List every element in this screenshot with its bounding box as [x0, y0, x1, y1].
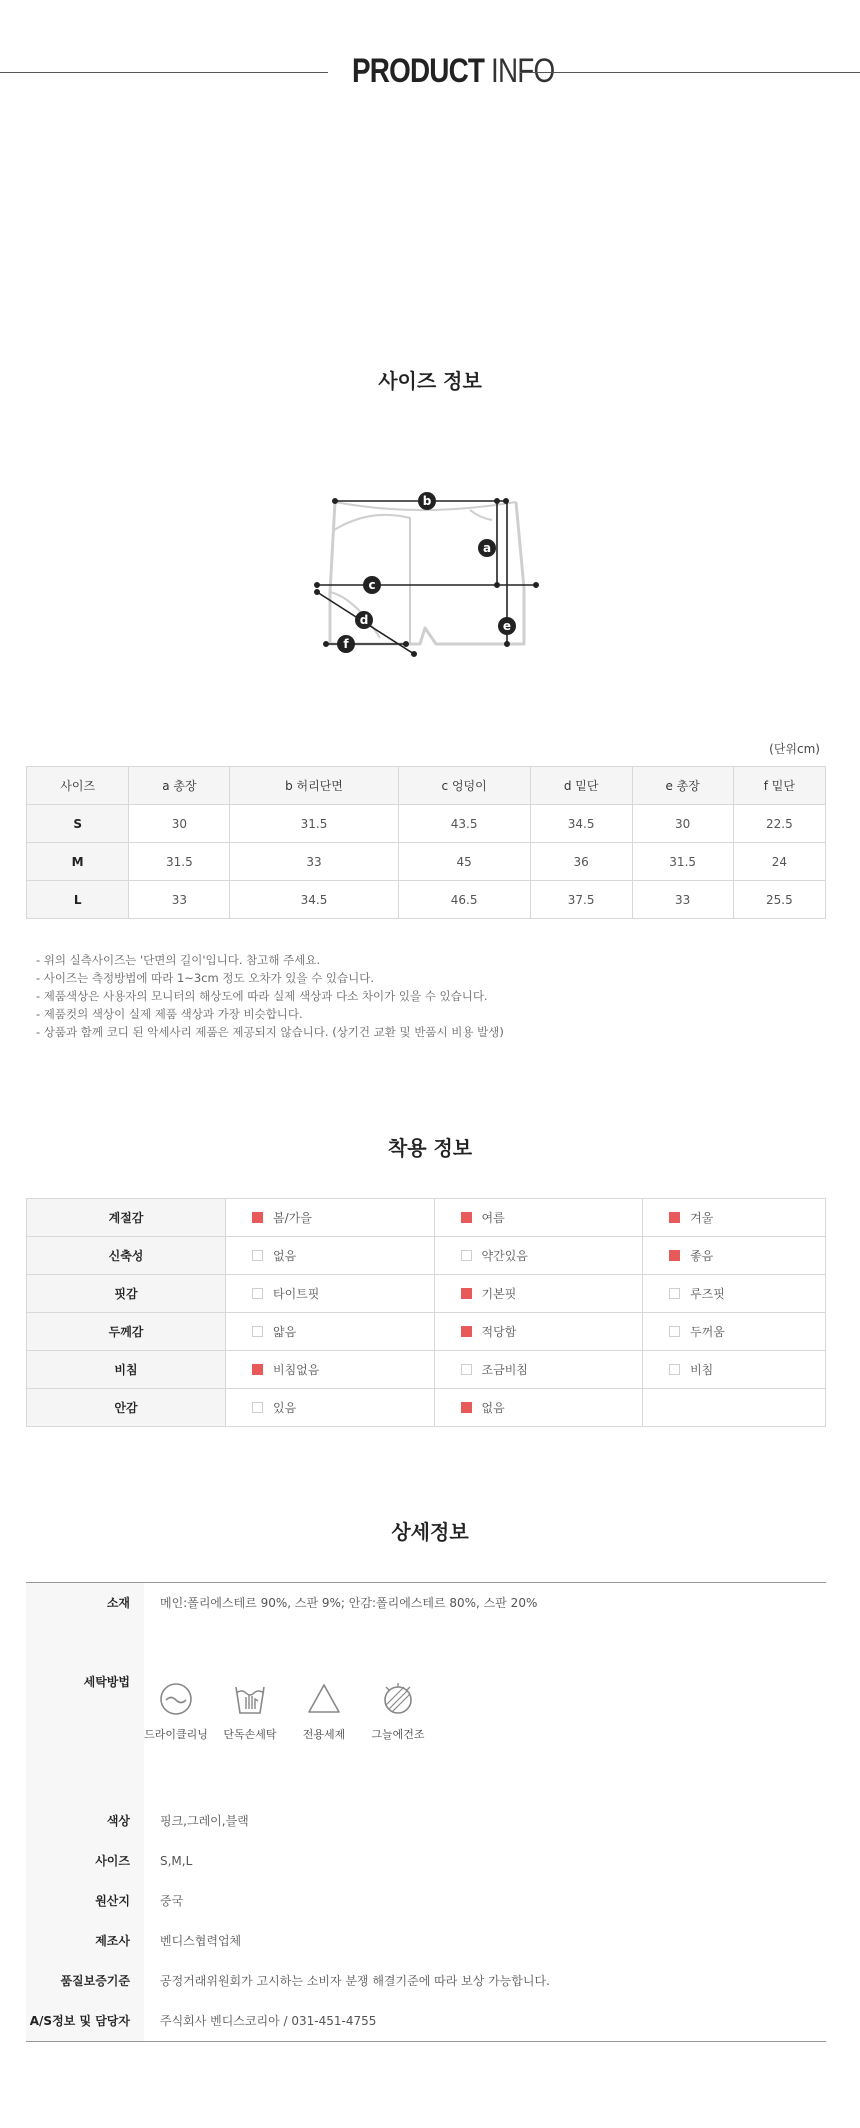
- detail-row-origin: [26, 1881, 826, 1921]
- size-diagram: [310, 488, 550, 658]
- fit-table: [26, 1198, 826, 1427]
- table-row: [27, 881, 826, 919]
- unit-label: (단위cm): [769, 742, 820, 756]
- fit-option: [434, 1199, 643, 1237]
- table-cell: 36: [530, 843, 632, 881]
- checked-box-icon: [461, 1402, 472, 1413]
- detail-label: 세탁방법: [26, 1623, 144, 1801]
- detail-value: 주식회사 벤디스코리아 / 031-451-4755: [160, 2014, 377, 2028]
- table-cell: 37.5: [530, 881, 632, 919]
- fit-option: [226, 1351, 435, 1389]
- table-cell: 43.5: [398, 805, 530, 843]
- fit-option: [226, 1237, 435, 1275]
- note-line: - 위의 실측사이즈는 '단면의 길이'입니다. 참고해 주세요.: [36, 953, 321, 967]
- checked-box-icon: [461, 1326, 472, 1337]
- checked-box-icon: [252, 1212, 263, 1223]
- fit-option-label: 적당함: [481, 1325, 517, 1339]
- detail-label: 색상: [26, 1801, 144, 1841]
- fit-option: [643, 1313, 826, 1351]
- detail-label: A/S정보 및 담당자: [26, 2001, 144, 2041]
- note-line: - 제품컷의 색상이 실제 제품 색상과 가장 비슷합니다.: [36, 1007, 303, 1021]
- detail-row-warranty: [26, 1961, 826, 2001]
- fit-row-label: 핏감: [27, 1275, 226, 1313]
- column-header: d 밑단: [530, 767, 632, 805]
- fit-option: [643, 1199, 826, 1237]
- detail-row-color: [26, 1801, 826, 1841]
- wash-item: [136, 1681, 216, 1742]
- fit-option-label: 얇음: [273, 1325, 297, 1339]
- fit-option: [434, 1313, 643, 1351]
- fit-option: [434, 1237, 643, 1275]
- checked-box-icon: [461, 1288, 472, 1299]
- unchecked-box-icon: [669, 1364, 680, 1375]
- checked-box-icon: [461, 1212, 472, 1223]
- size-cell: M: [27, 843, 129, 881]
- fit-option: [643, 1237, 826, 1275]
- fit-option: [226, 1389, 435, 1427]
- checked-box-icon: [669, 1250, 680, 1261]
- table-cell: 30: [632, 805, 733, 843]
- diagram-label-c: c: [368, 578, 376, 592]
- fit-option: [226, 1199, 435, 1237]
- diagram-label-e: e: [502, 619, 512, 633]
- fit-option-label: 좋음: [690, 1249, 714, 1263]
- fit-row: [27, 1237, 826, 1275]
- detergent-icon: [306, 1681, 342, 1717]
- wash-caption: 단독손세탁: [223, 1728, 277, 1741]
- table-cell: 33: [632, 881, 733, 919]
- column-header: a 총장: [129, 767, 230, 805]
- fit-option-label: 조금비침: [481, 1363, 528, 1377]
- fit-option: [226, 1275, 435, 1313]
- table-cell: 22.5: [733, 805, 825, 843]
- column-header: c 엉덩이: [398, 767, 530, 805]
- detail-row-wash: [26, 1623, 826, 1801]
- table-cell: 31.5: [632, 843, 733, 881]
- size-notes: [36, 951, 826, 1041]
- detail-value: 공정거래위원회가 고시하는 소비자 분쟁 해결기준에 따라 보상 가능합니다.: [160, 1974, 550, 1988]
- table-cell: 34.5: [230, 881, 398, 919]
- detail-row-material: [26, 1583, 826, 1623]
- fit-option-label: 여름: [481, 1211, 505, 1225]
- fit-option: [434, 1351, 643, 1389]
- column-header: b 허리단면: [230, 767, 398, 805]
- unchecked-box-icon: [252, 1402, 263, 1413]
- fit-row-label: 신축성: [27, 1237, 226, 1275]
- fit-option-label: 있음: [273, 1401, 297, 1415]
- fit-option-label: 타이트핏: [273, 1287, 320, 1301]
- unchecked-box-icon: [252, 1250, 263, 1261]
- fit-option: [643, 1275, 826, 1313]
- fit-row: [27, 1351, 826, 1389]
- note-line: - 제품색상은 사용자의 모니터의 해상도에 따라 실제 색상과 다소 차이가 있을 수 있습니다.: [36, 989, 488, 1003]
- diagram-label-d: d: [359, 613, 369, 627]
- diagram-label-f: f: [343, 637, 349, 651]
- fit-option: [226, 1313, 435, 1351]
- unchecked-box-icon: [252, 1288, 263, 1299]
- fit-option-label: 기본핏: [481, 1287, 517, 1301]
- table-cell: 34.5: [530, 805, 632, 843]
- unchecked-box-icon: [252, 1326, 263, 1337]
- checked-box-icon: [669, 1212, 680, 1223]
- checked-box-icon: [252, 1364, 263, 1375]
- detail-value: 중국: [160, 1894, 184, 1908]
- fit-row: [27, 1313, 826, 1351]
- table-cell: 46.5: [398, 881, 530, 919]
- fit-option: [643, 1351, 826, 1389]
- detail-label: 원산지: [26, 1881, 144, 1921]
- fit-option-label: 봄/가을: [273, 1211, 312, 1225]
- table-cell: 45: [398, 843, 530, 881]
- note-line: - 사이즈는 측정방법에 따라 1~3cm 정도 오차가 있을 수 있습니다.: [36, 971, 375, 985]
- fit-option-label: 없음: [481, 1401, 505, 1415]
- size-table: [26, 766, 826, 919]
- wash-caption: 드라이클리닝: [144, 1728, 208, 1741]
- fit-row-label: 계절감: [27, 1199, 226, 1237]
- fit-row-label: 비침: [27, 1351, 226, 1389]
- fit-option-label: 없음: [273, 1249, 297, 1263]
- table-cell: 33: [230, 843, 398, 881]
- detail-row-size: [26, 1841, 826, 1881]
- fit-row-label: 안감: [27, 1389, 226, 1427]
- fit-option-label: 루즈핏: [690, 1287, 725, 1301]
- detail-table: [26, 1582, 826, 2042]
- table-row: [27, 843, 826, 881]
- diagram-label-a: a: [482, 541, 492, 555]
- table-cell: 30: [129, 805, 230, 843]
- detail-label: 품질보증기준: [26, 1961, 144, 2001]
- detail-value: 메인:폴리에스테르 90%, 스판 9%; 안감:폴리에스테르 80%, 스판 20%: [160, 1596, 538, 1610]
- table-cell: 31.5: [230, 805, 398, 843]
- title-thin: INFO: [491, 52, 555, 90]
- wash-item: [210, 1681, 290, 1742]
- detail-value: 핑크,그레이,블랙: [160, 1814, 249, 1828]
- size-table-header: [27, 767, 826, 805]
- shade-dry-icon: [380, 1681, 416, 1717]
- fit-option: [643, 1389, 826, 1427]
- size-cell: S: [27, 805, 129, 843]
- detail-label: 제조사: [26, 1921, 144, 1961]
- dry-clean-icon: [158, 1681, 194, 1717]
- unchecked-box-icon: [461, 1364, 472, 1375]
- fit-option: [434, 1389, 643, 1427]
- unchecked-box-icon: [669, 1288, 680, 1299]
- table-cell: 24: [733, 843, 825, 881]
- fit-section-title: 착용 정보: [387, 1136, 473, 1160]
- fit-option-label: 약간있음: [481, 1249, 528, 1263]
- detail-row-manufacturer: [26, 1921, 826, 1961]
- detail-label: 사이즈: [26, 1841, 144, 1881]
- title-bold: PRODUCT: [352, 52, 485, 90]
- table-cell: 25.5: [733, 881, 825, 919]
- wash-caption: 전용세제: [302, 1728, 346, 1741]
- table-row: [27, 805, 826, 843]
- fit-row: [27, 1389, 826, 1427]
- header-divider-left: [0, 72, 328, 73]
- column-header: 사이즈: [27, 767, 129, 805]
- column-header: f 밑단: [733, 767, 825, 805]
- unchecked-box-icon: [669, 1326, 680, 1337]
- product-info-header: [0, 52, 860, 96]
- note-line: - 상품과 함께 코디 된 악세사리 제품은 제공되지 않습니다. (상기건 교환 및 반품시 비용 발생): [36, 1025, 504, 1039]
- fit-option-label: 비침: [690, 1363, 714, 1377]
- fit-row-label: 두께감: [27, 1313, 226, 1351]
- fit-option: [434, 1275, 643, 1313]
- detail-section-title: 상세정보: [391, 1520, 469, 1544]
- unchecked-box-icon: [461, 1250, 472, 1261]
- fit-option-label: 겨울: [690, 1211, 714, 1225]
- size-section-title: 사이즈 정보: [378, 369, 482, 393]
- table-cell: 31.5: [129, 843, 230, 881]
- wash-item: [284, 1681, 364, 1742]
- fit-option-label: 두꺼움: [690, 1325, 725, 1339]
- diagram-label-b: b: [422, 494, 432, 508]
- size-cell: L: [27, 881, 129, 919]
- column-header: e 총장: [632, 767, 733, 805]
- table-cell: 33: [129, 881, 230, 919]
- fit-row: [27, 1275, 826, 1313]
- hand-wash-icon: [232, 1681, 268, 1717]
- detail-value: S,M,L: [160, 1854, 193, 1868]
- fit-row: [27, 1199, 826, 1237]
- wash-icons: [144, 1623, 826, 1801]
- fit-option-label: 비침없음: [273, 1363, 320, 1377]
- wash-item: [358, 1681, 438, 1742]
- detail-label: 소재: [26, 1583, 144, 1623]
- page-title: [352, 52, 555, 91]
- detail-row-as-info: [26, 2001, 826, 2041]
- header-divider-right: [520, 72, 860, 73]
- detail-value: 벤디스협력업체: [160, 1934, 242, 1948]
- wash-caption: 그늘에건조: [371, 1728, 425, 1741]
